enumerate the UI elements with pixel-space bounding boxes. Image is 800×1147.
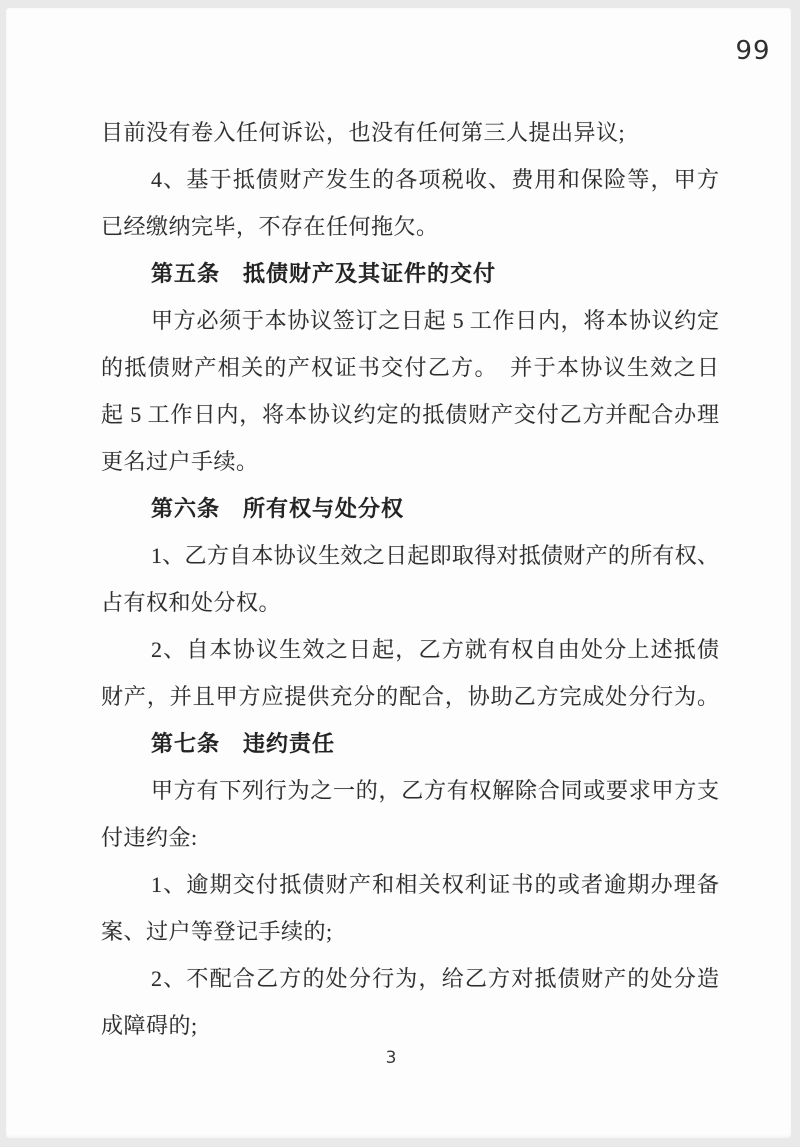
text-line: 财产，并且甲方应提供充分的配合，协助乙方完成处分行为。: [101, 684, 719, 709]
text-line: 2、不配合乙方的处分行为，给乙方对抵债财产的处分造: [151, 966, 719, 991]
text-line: 占有权和处分权。: [101, 590, 282, 615]
text-line: 案、过户等登记手续的;: [101, 919, 333, 944]
text-line: 甲方必须于本协议签订之日起 5 工作日内，将本协议约定: [151, 308, 719, 333]
text-line: 已经缴纳完毕，不存在任何拖欠。: [101, 214, 439, 239]
document-body: [101, 109, 719, 1049]
corner-page-number: 99: [735, 36, 771, 66]
document-page: [6, 8, 791, 1138]
text-line: 2、自本协议生效之日起，乙方就有权自由处分上述抵债: [151, 637, 719, 662]
text-line: 成障碍的;: [101, 1013, 198, 1038]
text-line: 1、逾期交付抵债财产和相关权利证书的或者逾期办理备: [151, 872, 719, 897]
footer-page-number: 3: [385, 1048, 397, 1068]
text-line: 1、乙方自本协议生效之日起即取得对抵债财产的所有权、: [151, 543, 719, 568]
text-line: 起 5 工作日内，将本协议约定的抵债财产交付乙方并配合办理: [101, 402, 719, 427]
text-line: 付违约金:: [101, 825, 198, 850]
text-line: 更名过户手续。: [101, 449, 259, 474]
text-line: 4、基于抵债财产发生的各项税收、费用和保险等，甲方: [151, 167, 719, 192]
text-line: 甲方有下列行为之一的，乙方有权解除合同或要求甲方支: [151, 778, 719, 803]
clause-heading-line: 第五条 抵债财产及其证件的交付: [151, 261, 497, 286]
clause-heading-line: 第七条 违约责任: [151, 731, 336, 756]
text-line: 的抵债财产相关的产权证书交付乙方。 并于本协议生效之日: [101, 355, 719, 380]
text-line: 目前没有卷入任何诉讼，也没有任何第三人提出异议;: [101, 120, 626, 145]
clause-heading-line: 第六条 所有权与处分权: [151, 496, 405, 521]
